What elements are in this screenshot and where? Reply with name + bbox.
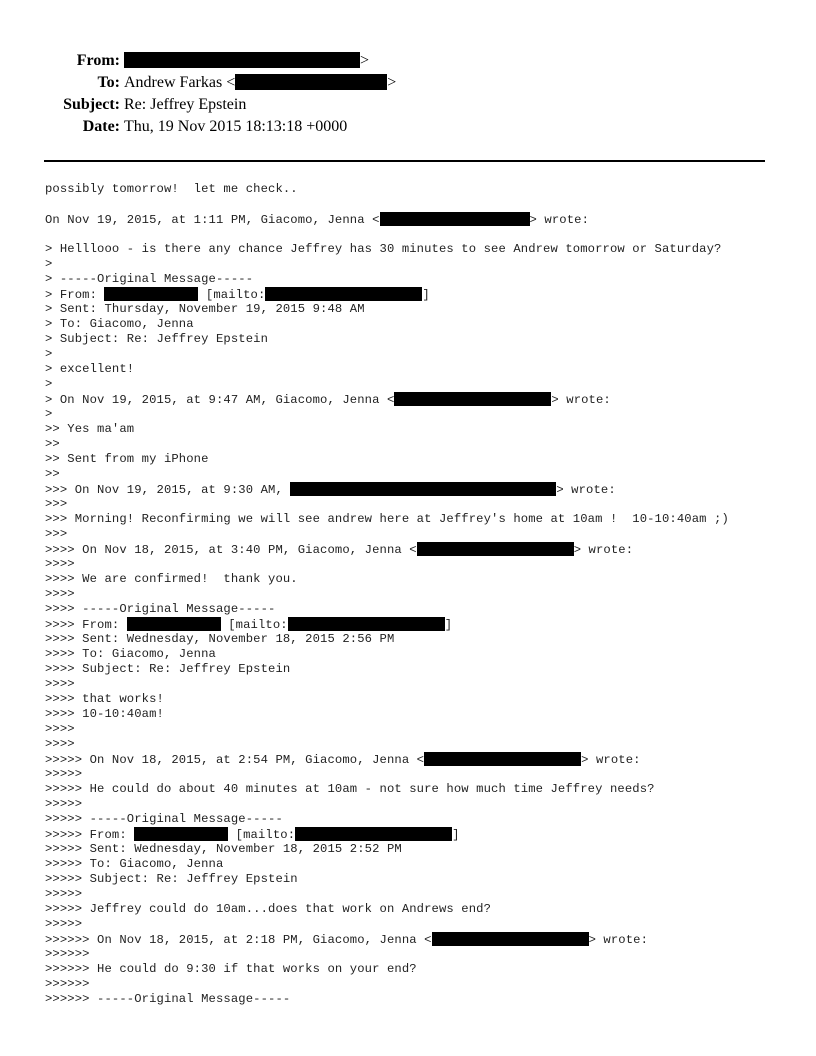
body-line: >>>> Sent: Wednesday, November 18, 2015 2:56 PM xyxy=(45,632,395,646)
body-line: possibly tomorrow! let me check.. xyxy=(45,182,298,196)
body-line: > Subject: Re: Jeffrey Epstein xyxy=(45,332,269,346)
body-line: >>>>> Subject: Re: Jeffrey Epstein xyxy=(45,872,298,886)
body-line: >>>> xyxy=(45,677,75,691)
subject-label: Subject: xyxy=(63,96,120,113)
body-line: > Sent: Thursday, November 19, 2015 9:48 AM xyxy=(45,302,365,316)
redaction-block xyxy=(134,827,228,841)
body-line: > -----Original Message----- xyxy=(45,272,254,286)
from-label: From: xyxy=(76,52,120,69)
body-line: > xyxy=(45,257,53,271)
body-line: >>>>> Sent: Wednesday, November 18, 2015 2:52 PM xyxy=(45,842,402,856)
redaction-block xyxy=(295,827,452,841)
subject-row xyxy=(0,94,816,116)
body-line: >>>>>> xyxy=(45,977,90,991)
body-line: >>>>>> -----Original Message----- xyxy=(45,992,291,1006)
body-line: >>>>> Jeffrey could do 10am...does that work on Andrews end? xyxy=(45,902,492,916)
body-line: >>> On Nov 19, 2015, at 9:30 AM, > wrote: xyxy=(45,483,616,497)
body-line: >>>> Subject: Re: Jeffrey Epstein xyxy=(45,662,291,676)
body-line: >> xyxy=(45,467,60,481)
from-row xyxy=(0,50,816,72)
body-line: >>>> that works! xyxy=(45,692,164,706)
body-line: >>>> -----Original Message----- xyxy=(45,602,276,616)
to-row xyxy=(0,72,816,94)
body-line: > Helllooo - is there any chance Jeffrey has 30 minutes to see Andrew tomorrow or Saturday? xyxy=(45,242,722,256)
redaction-block xyxy=(104,287,198,301)
body-line: >>>> We are confirmed! thank you. xyxy=(45,572,298,586)
email-header xyxy=(0,50,816,138)
body-line: >>>> xyxy=(45,722,75,736)
body-line: > xyxy=(45,347,53,361)
body-line: > From: [mailto: ] xyxy=(45,288,430,302)
body-line: >>>>> xyxy=(45,797,83,811)
body-line: >>> xyxy=(45,527,68,541)
body-line: >>>> xyxy=(45,737,75,751)
redaction-block xyxy=(265,287,422,301)
redaction-block xyxy=(288,617,445,631)
redaction-block xyxy=(380,212,530,226)
date-label: Date: xyxy=(82,118,120,135)
body-line: >> xyxy=(45,437,60,451)
email-body xyxy=(45,182,729,1007)
date-row xyxy=(0,116,816,138)
body-line: >>>>>> On Nov 18, 2015, at 2:18 PM, Giacomo, Jenna < > wrote: xyxy=(45,933,649,947)
body-line: >>>>> He could do about 40 minutes at 10am - not sure how much time Jeffrey needs? xyxy=(45,782,655,796)
body-line: >>>>> To: Giacomo, Jenna xyxy=(45,857,224,871)
body-line: > xyxy=(45,407,53,421)
body-line: On Nov 19, 2015, at 1:11 PM, Giacomo, Jenna < > wrote: xyxy=(45,213,590,227)
body-line: >>> xyxy=(45,497,68,511)
blank-line xyxy=(45,227,729,242)
date-value: Thu, 19 Nov 2015 18:13:18 +0000 xyxy=(124,118,348,135)
body-line: >>>> xyxy=(45,587,75,601)
body-line: >>>>> xyxy=(45,887,83,901)
body-line: >>>>> From: [mailto: ] xyxy=(45,828,460,842)
redaction-block xyxy=(127,617,221,631)
redaction-block xyxy=(124,52,360,68)
subject-value: Re: Jeffrey Epstein xyxy=(124,96,247,113)
body-line: >>>>> On Nov 18, 2015, at 2:54 PM, Giacomo, Jenna < > wrote: xyxy=(45,753,641,767)
body-line: > On Nov 19, 2015, at 9:47 AM, Giacomo, Jenna < > wrote: xyxy=(45,393,611,407)
to-value: Andrew Farkas < > xyxy=(124,74,397,91)
body-line: > excellent! xyxy=(45,362,135,376)
body-line: >>>> 10-10:40am! xyxy=(45,707,164,721)
body-line: >>>> xyxy=(45,557,75,571)
body-line: >>>> To: Giacomo, Jenna xyxy=(45,647,216,661)
redaction-block xyxy=(394,392,551,406)
body-line: > To: Giacomo, Jenna xyxy=(45,317,194,331)
body-line: >>>>>> xyxy=(45,947,90,961)
body-line: >>>>> xyxy=(45,767,83,781)
redaction-block xyxy=(424,752,581,766)
redaction-block xyxy=(432,932,589,946)
body-line: > xyxy=(45,377,53,391)
body-line: >> Yes ma'am xyxy=(45,422,135,436)
body-line: >>>> On Nov 18, 2015, at 3:40 PM, Giacomo, Jenna < > wrote: xyxy=(45,543,634,557)
blank-line xyxy=(45,197,729,212)
redaction-block xyxy=(290,482,556,496)
body-line: >>> Morning! Reconfirming we will see andrew here at Jeffrey's home at 10am ! 10-10:40am ;) xyxy=(45,512,729,526)
redaction-block xyxy=(417,542,574,556)
redaction-block xyxy=(235,74,387,90)
body-line: >>>> From: [mailto: ] xyxy=(45,618,453,632)
header-divider xyxy=(44,160,765,162)
to-label: To: xyxy=(97,74,120,91)
body-line: >>>>> xyxy=(45,917,83,931)
from-value: > xyxy=(124,50,369,72)
body-line: >> Sent from my iPhone xyxy=(45,452,209,466)
body-line: >>>>> -----Original Message----- xyxy=(45,812,283,826)
body-line: >>>>>> He could do 9:30 if that works on your end? xyxy=(45,962,417,976)
